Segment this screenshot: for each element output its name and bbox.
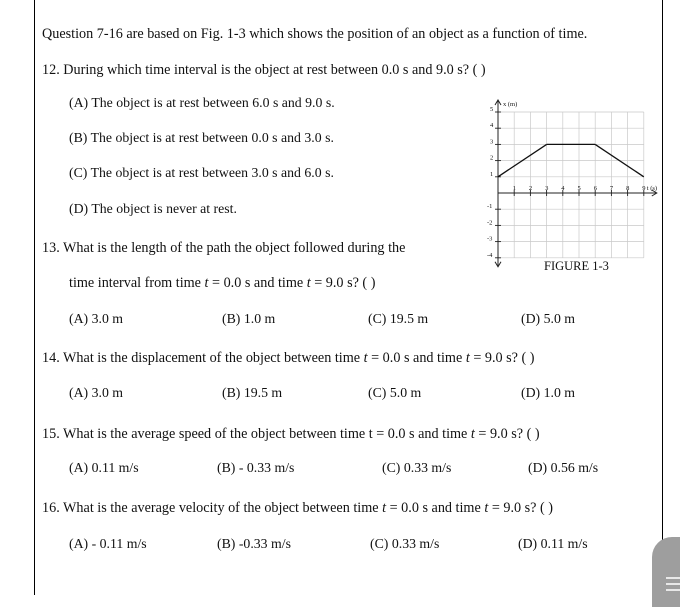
x-tick-label: 8 xyxy=(626,185,630,192)
text-part: = 9.0 s? ( ) xyxy=(310,275,376,291)
q15-option-a[interactable]: (A) 0.11 m/s xyxy=(69,460,139,475)
q15-option-b[interactable]: (B) - 0.33 m/s xyxy=(217,460,295,475)
y-tick-label: -4 xyxy=(487,251,493,259)
position-time-graph xyxy=(480,88,660,278)
q13-option-d[interactable]: (D) 5.0 m xyxy=(521,311,576,326)
q14-option-a[interactable]: (A) 3.0 m xyxy=(69,385,124,400)
handle-line xyxy=(666,577,680,579)
question-number: 13. xyxy=(42,240,60,256)
text-part: What is the displacement of the object between time xyxy=(63,350,364,366)
q16-option-a[interactable]: (A) - 0.11 m/s xyxy=(69,536,147,551)
handle-line xyxy=(666,583,680,585)
q14-option-c[interactable]: (C) 5.0 m xyxy=(368,385,422,400)
text-part: = 9.0 s? ( ) xyxy=(488,500,554,516)
q12-option-c[interactable]: (C) The object is at rest between 3.0 s and 6.0 s. xyxy=(69,165,334,180)
text-part: = 9.0 s? ( ) xyxy=(474,426,540,442)
x-tick-label: 9 xyxy=(642,185,646,192)
text-part: = 0.0 s and time xyxy=(386,500,485,516)
text-part: time interval from time xyxy=(69,275,205,291)
chart-grid xyxy=(498,112,644,258)
intro-text: Question 7-16 are based on Fig. 1-3 which shows the position of an object as a function of time. xyxy=(42,26,588,42)
question-number: 15. xyxy=(42,426,60,442)
variable-t: t xyxy=(382,500,387,516)
q16-option-c[interactable]: (C) 0.33 m/s xyxy=(370,536,440,551)
q13-option-c[interactable]: (C) 19.5 m xyxy=(368,311,429,326)
question-number: 14. xyxy=(42,350,60,366)
question-15 xyxy=(42,426,540,442)
q16-option-b[interactable]: (B) -0.33 m/s xyxy=(217,536,291,551)
variable-t: t xyxy=(484,500,489,516)
y-tick-label: 1 xyxy=(490,170,494,178)
q16-option-d[interactable]: (D) 0.11 m/s xyxy=(518,536,588,551)
q12-option-d[interactable]: (D) The object is never at rest. xyxy=(69,201,237,216)
x-tick-label: 5 xyxy=(577,185,581,192)
question-13 xyxy=(42,240,405,256)
question-text: During which time interval is the object at rest between 0.0 s and 9.0 s? ( ) xyxy=(63,62,486,78)
question-16 xyxy=(42,500,553,516)
variable-t: t xyxy=(465,350,470,366)
x-tick-label: 3 xyxy=(545,185,549,192)
q13-option-b[interactable]: (B) 1.0 m xyxy=(222,311,276,326)
question-number: 16. xyxy=(42,500,60,516)
text-part: What is the average velocity of the object between time xyxy=(63,500,383,516)
q14-option-d[interactable]: (D) 1.0 m xyxy=(521,385,576,400)
q13-option-a[interactable]: (A) 3.0 m xyxy=(69,311,124,326)
variable-t: t xyxy=(306,275,311,291)
y-axis-label: x (m) xyxy=(503,101,518,108)
text-part: = 9.0 s? ( ) xyxy=(469,350,535,366)
x-axis-label: t (s) xyxy=(646,185,658,192)
x-tick-label: 4 xyxy=(561,185,565,192)
question-12 xyxy=(42,62,486,78)
y-tick-label: 4 xyxy=(490,122,494,130)
text-part: = 0.0 s and time xyxy=(367,350,466,366)
q12-option-b[interactable]: (B) The object is at rest between 0.0 s and 3.0 s. xyxy=(69,130,334,145)
q15-option-c[interactable]: (C) 0.33 m/s xyxy=(382,460,452,475)
page-border-left xyxy=(34,0,35,595)
chart-ticks xyxy=(487,106,646,259)
y-tick-label: -2 xyxy=(487,219,493,227)
text-part: What is the average speed of the object between time t = 0.0 s and time xyxy=(63,426,471,442)
q12-option-a[interactable]: (A) The object is at rest between 6.0 s and 9.0 s. xyxy=(69,95,335,110)
scroll-tab-handle[interactable] xyxy=(652,537,680,607)
q15-option-d[interactable]: (D) 0.56 m/s xyxy=(528,460,599,475)
variable-t: t xyxy=(204,275,209,291)
question-13-line2 xyxy=(69,275,375,291)
y-tick-label: 3 xyxy=(490,138,494,146)
q14-option-b[interactable]: (B) 19.5 m xyxy=(222,385,283,400)
y-tick-label: -1 xyxy=(487,203,493,211)
x-tick-label: 7 xyxy=(609,185,614,192)
y-tick-label: 2 xyxy=(490,154,494,162)
question-number: 12. xyxy=(42,62,60,78)
page-border-right xyxy=(662,0,663,595)
y-tick-label: -3 xyxy=(487,235,493,243)
figure-caption: FIGURE 1-3 xyxy=(544,259,609,273)
y-tick-label: 5 xyxy=(490,106,494,113)
x-tick-label: 1 xyxy=(512,185,516,192)
handle-line xyxy=(666,589,680,591)
variable-t: t xyxy=(470,426,475,442)
x-tick-label: 2 xyxy=(528,185,533,192)
question-14 xyxy=(42,350,535,366)
text-part: = 0.0 s and time xyxy=(208,275,307,291)
question-text-line1: What is the length of the path the object followed during the xyxy=(63,240,406,256)
variable-t: t xyxy=(363,350,368,366)
x-tick-label: 6 xyxy=(593,185,597,192)
